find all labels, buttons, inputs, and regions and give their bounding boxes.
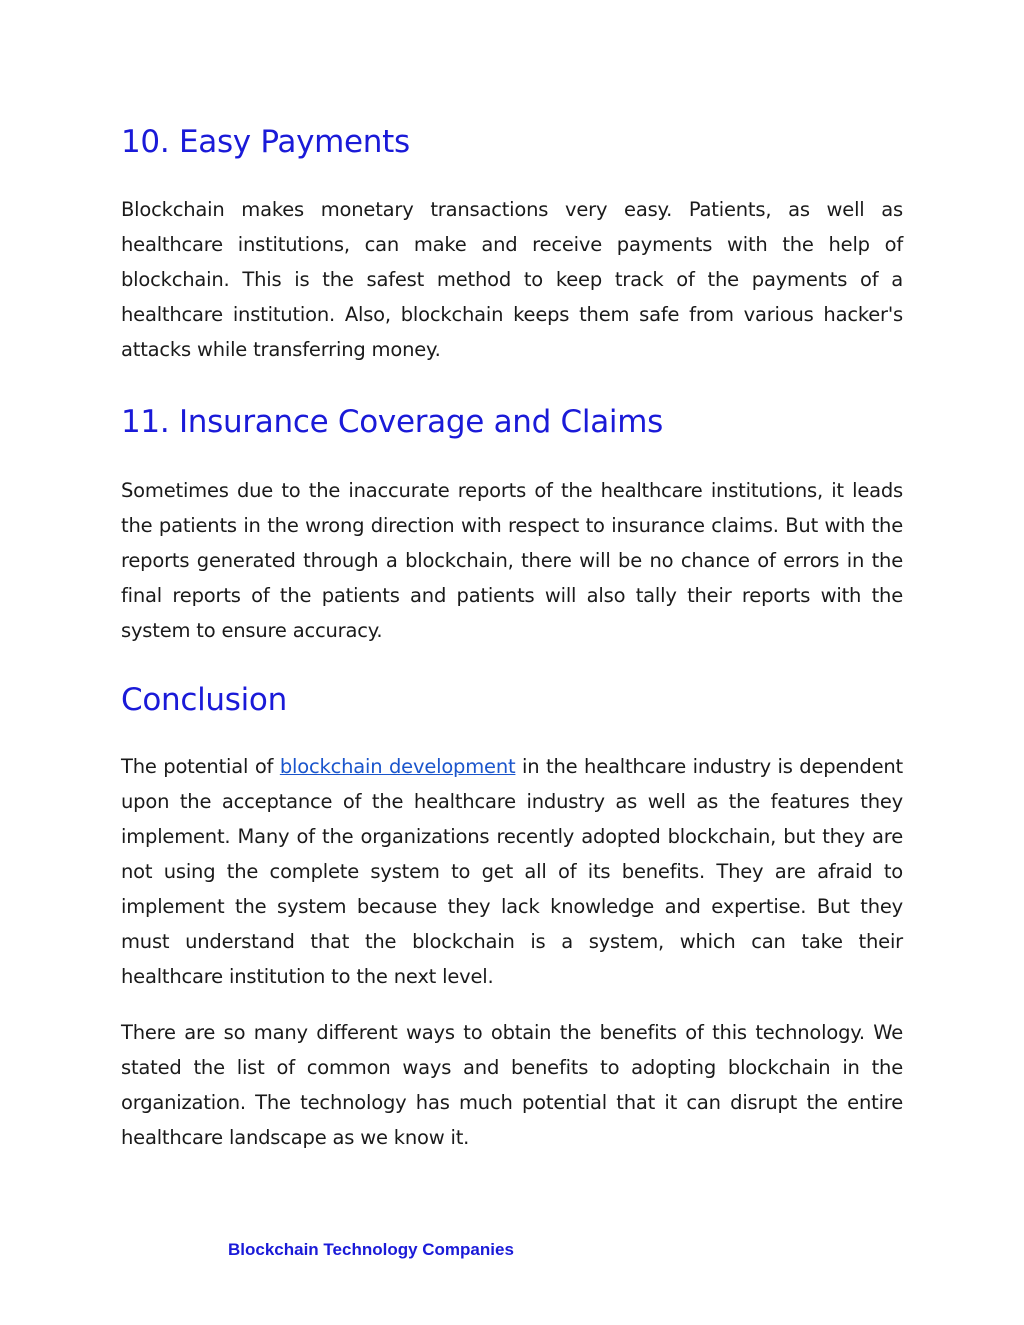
conclusion-text-after-link: in the healthcare industry is dependent upon the acceptance of the healthcare industry as well as the features they implement. Many of the organizations recently adopted blockchain, but they are not using the complete system to get all of its benefits. They are afraid to implement the system because they lack knowledge and expertise. But they must understand that the blockchain is a system, which can take their healthcare institution to the next level. — [121, 755, 903, 988]
conclusion-text-before-link: The potential of — [121, 755, 280, 778]
section-paragraph-insurance: Sometimes due to the inaccurate reports of the healthcare institutions, it leads the patients in the wrong direction with respect to insurance claims. But with the reports generated through a blockchain, there will be no chance of errors in the final reports of the patients and patients will also tally their reports with the system to ensure accuracy. — [121, 479, 903, 642]
section-heading-easy-payments: 10. Easy Payments — [121, 124, 410, 160]
footer-text: Blockchain Technology Companies — [228, 1240, 514, 1259]
blockchain-development-link[interactable]: blockchain development — [279, 755, 516, 778]
section-heading-conclusion: Conclusion — [121, 682, 287, 718]
conclusion-paragraph-1 — [121, 749, 903, 994]
section-paragraph-easy-payments: Blockchain makes monetary transactions very easy. Patients, as well as healthcare institutions, can make and receive payments with the help of blockchain. This is the safest method to keep track of the payments of a healthcare institution. Also, blockchain keeps them safe from various hacker's attacks while transferring money. — [121, 198, 903, 361]
conclusion-paragraph-2: There are so many different ways to obtain the benefits of this technology. We stated the list of common ways and benefits to adopting blockchain in the organization. The technology has much potential that it can disrupt the entire healthcare landscape as we know it. — [121, 1021, 903, 1149]
section-heading-insurance: 11. Insurance Coverage and Claims — [121, 404, 663, 440]
